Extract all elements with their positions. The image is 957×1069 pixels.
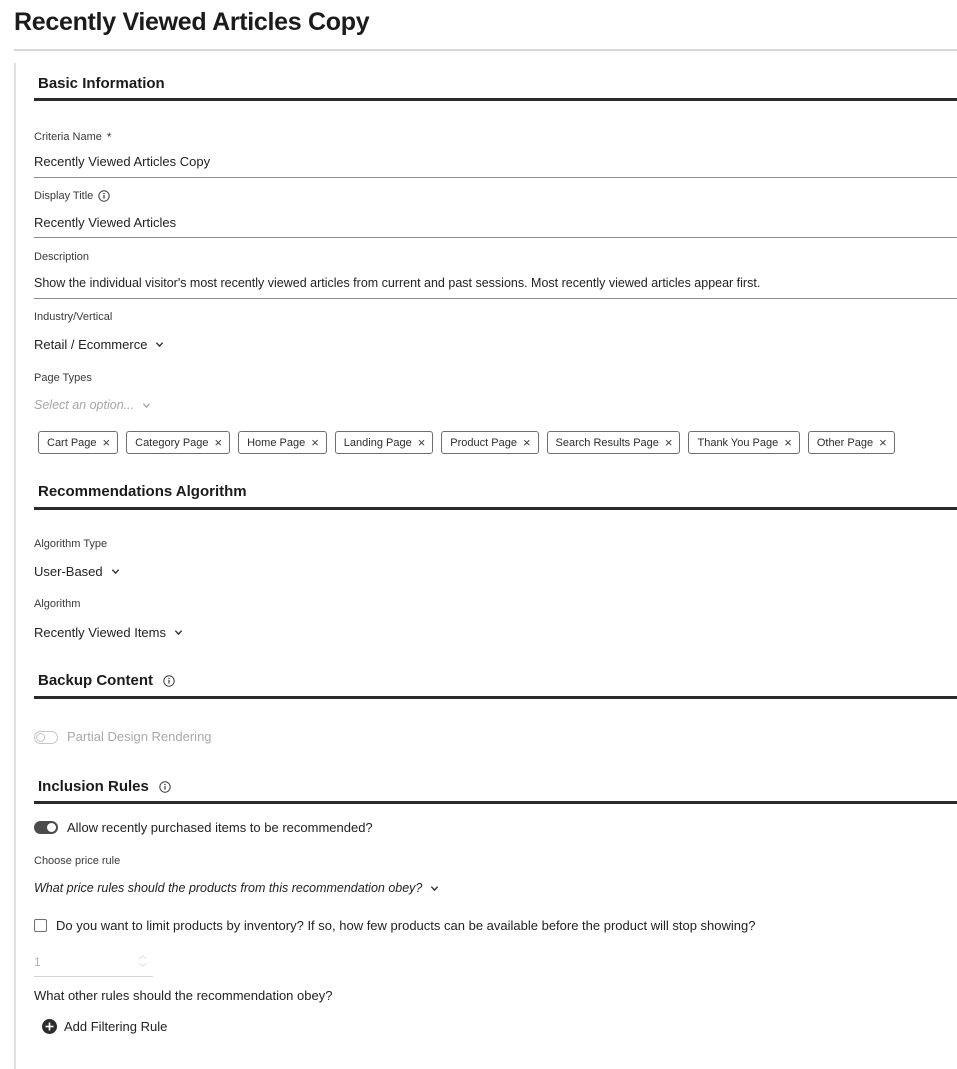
- algorithm-label: [34, 598, 80, 610]
- section-recommendations-algorithm: [38, 483, 247, 500]
- section-heading: Inclusion Rules: [38, 778, 149, 795]
- remove-tag-icon[interactable]: ×: [879, 435, 887, 450]
- inventory-checkbox[interactable]: [34, 919, 47, 932]
- display-title-field[interactable]: Recently Viewed Articles: [34, 215, 177, 230]
- section-heading: Basic Information: [38, 75, 165, 92]
- allow-purchased-toggle[interactable]: [34, 821, 58, 834]
- tag-home-page: [238, 431, 327, 454]
- label-text: Display Title: [34, 190, 94, 202]
- section-heading: Recommendations Algorithm: [38, 483, 247, 500]
- criteria-name-label: [34, 130, 112, 144]
- remove-tag-icon[interactable]: ×: [784, 435, 792, 450]
- tag-other-page: [808, 431, 895, 454]
- remove-tag-icon[interactable]: ×: [522, 435, 531, 450]
- add-rule-label: Add Filtering Rule: [64, 1019, 168, 1034]
- section-divider: [34, 801, 957, 804]
- section-divider: [34, 507, 957, 510]
- section-basic-information: [38, 75, 165, 92]
- label-text: Algorithm Type: [34, 538, 108, 550]
- dropdown-value: What price rules should the products from this recommendation obey?: [34, 881, 423, 895]
- field-underline: [34, 237, 957, 238]
- algorithm-type-label: [34, 538, 107, 550]
- remove-tag-icon[interactable]: ×: [664, 435, 673, 450]
- tag-search-results-page: [547, 431, 681, 454]
- tag-label: Product Page: [450, 436, 517, 449]
- algorithm-type-dropdown[interactable]: [34, 564, 120, 579]
- chevron-down-icon: [174, 628, 183, 637]
- section-backup-content: [38, 672, 175, 689]
- tag-label: Landing Page: [343, 436, 412, 449]
- industry-dropdown[interactable]: [34, 337, 164, 352]
- inventory-label: Do you want to limit products by inventory? If so, how few products can be available before the product will stop showing?: [56, 918, 756, 933]
- label-text: Choose price rule: [34, 855, 121, 867]
- plus-circle-icon: [42, 1019, 57, 1034]
- stepper-value[interactable]: 1: [34, 955, 41, 969]
- tag-label: Category Page: [135, 436, 209, 449]
- label-text: Description: [34, 251, 90, 263]
- toggle-knob: [47, 823, 56, 832]
- tag-category-page: [126, 431, 230, 454]
- criteria-name-field[interactable]: Recently Viewed Articles Copy: [34, 154, 211, 169]
- page-type-tags: [38, 431, 895, 454]
- page-types-dropdown[interactable]: [34, 398, 151, 412]
- chevron-down-icon: [142, 401, 151, 410]
- tag-product-page: [441, 431, 538, 454]
- description-label: [34, 251, 89, 263]
- field-underline: [34, 298, 957, 299]
- chevron-down-icon[interactable]: ﹀: [139, 963, 147, 972]
- tag-label: Cart Page: [47, 436, 97, 449]
- page-title: Recently Viewed Articles Copy: [14, 8, 370, 36]
- partial-design-label: Partial Design Rendering: [67, 729, 212, 744]
- info-icon[interactable]: [163, 675, 175, 687]
- remove-tag-icon[interactable]: ×: [311, 435, 319, 450]
- chevron-down-icon: [430, 884, 439, 893]
- tag-cart-page: [38, 431, 118, 454]
- inventory-stepper[interactable]: [34, 950, 153, 977]
- display-title-label: [34, 190, 110, 202]
- label-text: Page Types: [34, 372, 92, 384]
- price-rule-label: [34, 855, 120, 867]
- toggle-knob: [36, 733, 45, 742]
- label-text: Industry/Vertical: [34, 311, 113, 323]
- dropdown-value: Retail / Ecommerce: [34, 337, 148, 352]
- remove-tag-icon[interactable]: ×: [417, 435, 426, 450]
- tag-label: Home Page: [247, 436, 306, 449]
- dropdown-value: User-Based: [34, 564, 103, 579]
- add-filtering-rule-button[interactable]: [42, 1019, 167, 1034]
- price-rule-dropdown[interactable]: [34, 881, 439, 895]
- tag-thank-you-page: [688, 431, 799, 454]
- dropdown-placeholder: Select an option...: [34, 398, 135, 412]
- page-types-label: [34, 372, 92, 384]
- info-icon[interactable]: [98, 190, 110, 202]
- other-rules-label: What other rules should the recommendation obey?: [34, 988, 333, 1003]
- dropdown-value: Recently Viewed Items: [34, 625, 166, 640]
- chevron-down-icon: [111, 567, 120, 576]
- section-inclusion-rules: [38, 778, 171, 795]
- section-divider: [34, 696, 957, 699]
- description-field[interactable]: Show the individual visitor's most recently viewed articles from current and past sessions. Most recently viewed articles appear first.: [34, 276, 761, 290]
- info-icon[interactable]: [159, 781, 171, 793]
- industry-label: [34, 311, 112, 323]
- tag-label: Thank You Page: [697, 436, 779, 449]
- tag-label: Other Page: [816, 436, 874, 449]
- required-mark: *: [106, 130, 112, 144]
- section-divider: [34, 98, 957, 101]
- section-heading: Backup Content: [38, 672, 154, 689]
- remove-tag-icon[interactable]: ×: [102, 435, 111, 450]
- title-divider: [14, 49, 957, 51]
- label-text: Algorithm: [34, 598, 81, 610]
- remove-tag-icon[interactable]: ×: [214, 435, 223, 450]
- chevron-down-icon: [155, 340, 164, 349]
- chevron-up-icon[interactable]: ︿: [139, 951, 147, 960]
- tag-label: Search Results Page: [555, 436, 659, 449]
- allow-purchased-label: Allow recently purchased items to be recommended?: [67, 820, 373, 835]
- partial-design-toggle[interactable]: [34, 731, 58, 744]
- label-text: Criteria Name: [34, 131, 102, 143]
- algorithm-dropdown[interactable]: [34, 625, 183, 640]
- left-rail: [14, 63, 16, 1069]
- field-underline: [34, 177, 957, 178]
- tag-landing-page: [335, 431, 434, 454]
